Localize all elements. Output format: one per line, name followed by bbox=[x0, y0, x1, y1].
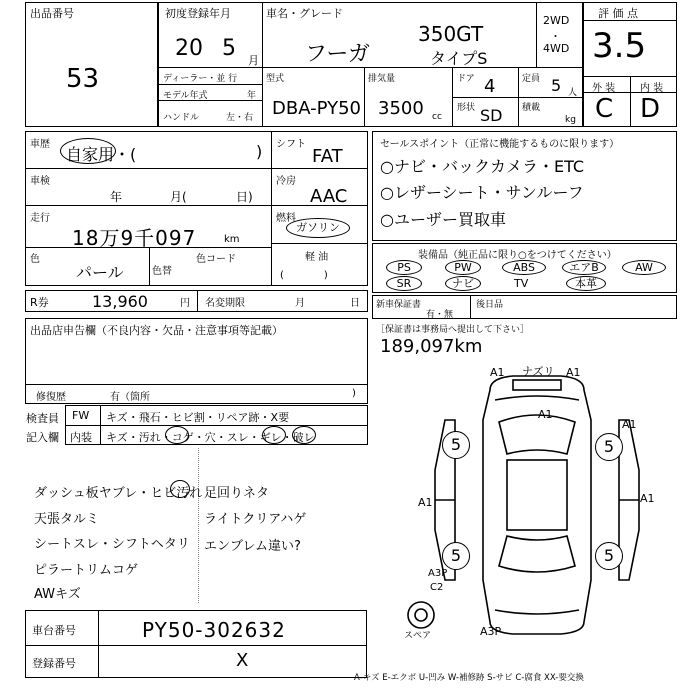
fuel-light-oil: 軽 油 bbox=[305, 252, 329, 263]
drive-4wd: 4WD bbox=[543, 42, 570, 55]
warranty-value: 有・無 bbox=[426, 310, 454, 320]
history-close: ) bbox=[256, 142, 263, 161]
repair-close: ) bbox=[352, 388, 356, 399]
chassis-label: 車台番号 bbox=[32, 624, 76, 637]
inspector-label-1: 検査員 bbox=[26, 412, 59, 425]
repair-value: 有（箇所 bbox=[110, 392, 150, 403]
transfer-month: 月 bbox=[295, 298, 305, 309]
declaration-label: 出品店申告欄（不良内容・欠品・注意事項等記載） bbox=[30, 324, 283, 337]
doors-label: ドア bbox=[457, 74, 475, 84]
car-diagram bbox=[395, 360, 685, 650]
lot-label: 出品番号 bbox=[30, 7, 74, 20]
tire-front-left: 5 bbox=[442, 431, 470, 459]
tire-rear-left: 5 bbox=[442, 542, 470, 570]
selling-point-2: ○レザーシート・サンルーフ bbox=[380, 183, 584, 202]
mark-left-side: A1 bbox=[418, 496, 433, 509]
recycle-label: R券 bbox=[30, 296, 49, 309]
capacity-unit: 人 bbox=[568, 88, 578, 98]
transfer-day: 日 bbox=[350, 298, 360, 309]
car-windshield bbox=[499, 415, 575, 454]
equip-leather: 本革 bbox=[566, 276, 606, 291]
mark-rear-left: A3P bbox=[428, 568, 448, 579]
circle-mark-3 bbox=[292, 426, 316, 444]
mark-right-side: A1 bbox=[640, 492, 655, 505]
damage-legend: A-キズ E-エクボ U-凹み W-補修跡 S-サビ C-腐食 XX-要交換 bbox=[354, 673, 584, 683]
first-reg-year: 20 bbox=[175, 36, 203, 61]
equip-ps: PS bbox=[386, 260, 422, 275]
equipment-label: 装備品（純正品に限り○をつけてください） bbox=[418, 250, 617, 261]
capacity-label: 定員 bbox=[522, 74, 541, 84]
inspection-month: 月( bbox=[170, 190, 187, 204]
type-value: DBA-PY50 bbox=[272, 98, 361, 119]
inspection-day: 日) bbox=[236, 190, 253, 204]
equip-sr: SR bbox=[386, 276, 422, 291]
chassis-value: PY50-302632 bbox=[142, 618, 286, 642]
mark-front-2: A1 bbox=[566, 366, 581, 379]
exterior-label: 外 装 bbox=[592, 83, 616, 94]
history-circle bbox=[60, 138, 116, 164]
tire-rear-right: 5 bbox=[595, 542, 623, 570]
lot-number: 53 bbox=[66, 64, 100, 94]
displacement-label: 排気量 bbox=[368, 74, 396, 84]
equip-tv: TV bbox=[514, 277, 529, 290]
int-text: キズ・汚れ・コゲ・穴・スレ・ギレ・破レ bbox=[106, 431, 315, 444]
mileage-value: 18万9千097 bbox=[72, 226, 197, 250]
fuel-label: 燃料 bbox=[276, 213, 296, 224]
tire-front-right: 5 bbox=[595, 433, 623, 461]
first-reg-label: 初度登録年月 bbox=[165, 7, 231, 20]
first-reg-month-unit: 月 bbox=[248, 54, 259, 67]
history-value: 自家用・( bbox=[66, 145, 137, 164]
interior-grade: D bbox=[640, 94, 661, 124]
note-right-1: 足回りネタ bbox=[204, 486, 270, 501]
model-grade-2: タイプS bbox=[430, 49, 488, 68]
recycle-unit: 円 bbox=[180, 298, 190, 309]
selling-point-1: ○ナビ・バックカメラ・ETC bbox=[380, 157, 585, 176]
warranty-label: 新車保証書 bbox=[376, 300, 422, 310]
inspection-year: 年 bbox=[110, 190, 123, 204]
car-roof bbox=[507, 460, 567, 530]
color-label: 色 bbox=[30, 254, 40, 265]
model-name: フーガ bbox=[305, 42, 370, 67]
circle-mark-2 bbox=[262, 426, 286, 444]
doors-value: 4 bbox=[484, 76, 496, 97]
color-value: パール bbox=[76, 263, 124, 282]
handle-label: ハンドル bbox=[163, 113, 200, 123]
later-label: 後日品 bbox=[476, 300, 504, 310]
inspector-label-2: 記入欄 bbox=[26, 431, 59, 444]
exterior-grade: C bbox=[595, 94, 614, 124]
displacement-unit: cc bbox=[432, 112, 442, 122]
handle-options: 左・右 bbox=[226, 113, 254, 123]
shift-label: シフト bbox=[276, 139, 306, 150]
fuel-value: ガソリン bbox=[286, 218, 350, 238]
notes-divider bbox=[198, 448, 199, 603]
mark-hood: A1 bbox=[538, 408, 553, 421]
mark-front-scratch: ナズリ bbox=[522, 365, 555, 378]
model-year-label: モデル年式 bbox=[163, 91, 208, 101]
note-right-2: ライトクリアハゲ bbox=[204, 512, 307, 527]
recycle-value: 13,960 bbox=[92, 292, 148, 311]
repair-label: 修復歴 bbox=[36, 392, 66, 403]
equip-pw: PW bbox=[445, 260, 481, 275]
selling-point-3: ○ユーザー買取車 bbox=[380, 210, 506, 229]
mark-rear-c2: C2 bbox=[430, 582, 444, 593]
interior-label: 内 装 bbox=[640, 83, 664, 94]
warranty-note: ［保証書は事務局へ提出して下さい］ bbox=[376, 325, 530, 335]
evaluation-label: 評 価 点 bbox=[598, 7, 638, 20]
first-reg-month: 5 bbox=[222, 36, 236, 61]
aircon-value: AAC bbox=[310, 186, 348, 207]
mark-right-front: A1 bbox=[622, 418, 637, 431]
equip-airbag: エアB bbox=[562, 260, 606, 275]
note-left-3: シートスレ・シフトヘタリ bbox=[34, 537, 190, 552]
color-change-label: 色替 bbox=[152, 266, 172, 277]
note-left-2: 天張タルミ bbox=[34, 512, 100, 527]
load-unit: kg bbox=[565, 115, 576, 125]
car-grille bbox=[513, 380, 561, 390]
history-label: 車歴 bbox=[30, 139, 50, 150]
model-year-unit: 年 bbox=[247, 91, 257, 101]
displacement-value: 3500 bbox=[378, 98, 424, 119]
equip-navi: ナビ bbox=[445, 276, 481, 291]
capacity-value: 5 bbox=[551, 76, 562, 95]
drive-2wd: 2WD bbox=[543, 14, 570, 27]
model-name-label: 車名・グレード bbox=[266, 7, 343, 20]
type-label: 型式 bbox=[266, 74, 285, 84]
equip-aw: AW bbox=[622, 260, 666, 275]
model-grade-1: 350GT bbox=[418, 22, 484, 46]
aircon-label: 冷房 bbox=[276, 176, 296, 187]
registration-label: 登録番号 bbox=[32, 657, 76, 670]
registration-value: X bbox=[236, 650, 249, 671]
selling-points-label: セールスポイント（正常に機能するものに限ります） bbox=[380, 139, 620, 150]
spare-label: スペア bbox=[404, 631, 432, 641]
mark-rear-bumper: A3P bbox=[480, 625, 502, 638]
inspection-label: 車検 bbox=[30, 176, 50, 187]
dealer-label: ディーラー・並 行 bbox=[163, 74, 238, 84]
note-left-4: ピラートリムコゲ bbox=[34, 563, 139, 578]
fw-text: キズ・飛石・ヒビ割・リペア跡・X要 bbox=[106, 411, 290, 424]
shape-label: 形状 bbox=[457, 103, 476, 113]
evaluation-score: 3.5 bbox=[592, 26, 647, 66]
note-left-5: AWキズ bbox=[34, 587, 81, 602]
spare-tire bbox=[408, 602, 434, 628]
color-code-label: 色コード bbox=[196, 254, 236, 265]
mileage-unit: km bbox=[224, 234, 240, 245]
mileage-label: 走行 bbox=[30, 213, 50, 224]
warranty-mileage: 189,097km bbox=[380, 336, 483, 357]
drive-dot: ・ bbox=[550, 30, 561, 43]
note-right-3: エンブレム違い? bbox=[204, 539, 301, 554]
transfer-label: 名変期限 bbox=[205, 298, 245, 309]
equip-abs: ABS bbox=[502, 260, 546, 275]
fw-label: FW bbox=[72, 409, 90, 422]
note-circle bbox=[170, 480, 190, 498]
shape-value: SD bbox=[480, 106, 503, 125]
load-label: 積載 bbox=[522, 103, 541, 113]
note-left-1: ダッシュ板ヤブレ・ヒビ汚れ bbox=[34, 486, 203, 501]
int-label: 内装 bbox=[70, 431, 92, 444]
mark-front-1: A1 bbox=[490, 366, 505, 379]
car-rear-window bbox=[499, 536, 575, 572]
shift-value: FAT bbox=[312, 146, 343, 167]
fuel-paren: ( ) bbox=[280, 270, 328, 281]
circle-mark-1 bbox=[165, 426, 189, 444]
